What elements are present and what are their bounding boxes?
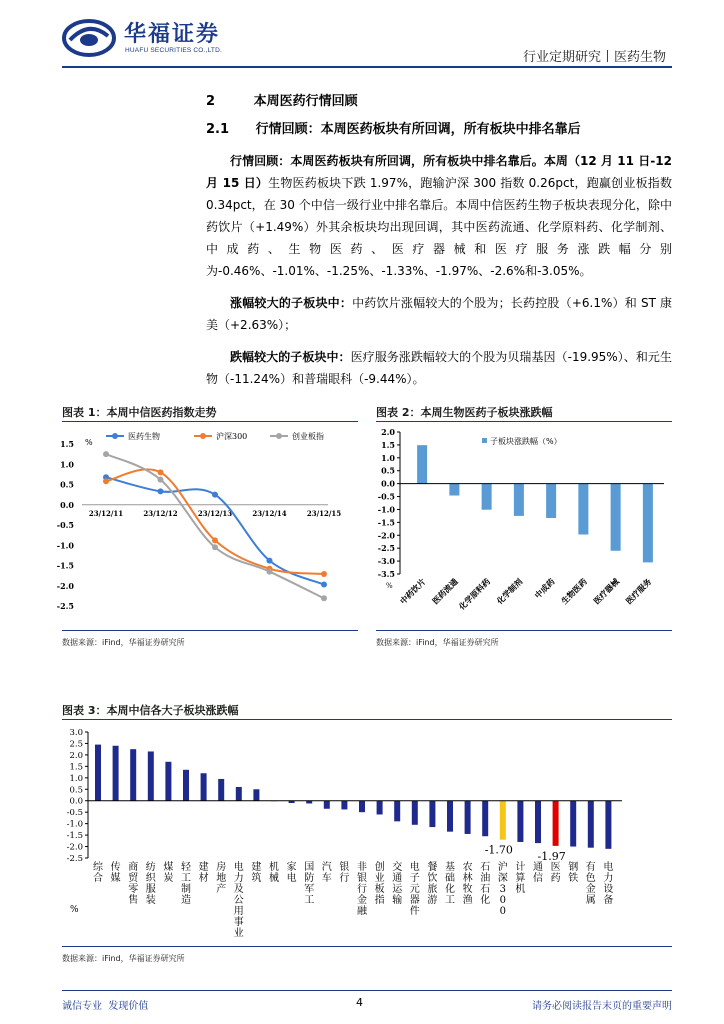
bar bbox=[588, 801, 594, 848]
y-tick-label: 1.5 bbox=[381, 439, 395, 450]
y-tick-label: 2.0 bbox=[69, 750, 83, 761]
section-number: 2 bbox=[206, 94, 216, 109]
x-tick-label: 化学制剂 bbox=[494, 576, 525, 607]
data-point bbox=[158, 477, 164, 483]
x-tick-label: 23/12/14 bbox=[252, 508, 287, 518]
x-tick-label: 化学原料药 bbox=[456, 576, 493, 612]
x-tick-char: 合 bbox=[93, 873, 103, 884]
paragraph-lead: 涨幅较大的子板块中： bbox=[230, 296, 353, 310]
x-tick-label bbox=[463, 860, 473, 906]
x-tick-char: 旅 bbox=[427, 884, 438, 895]
x-tick-char: 械 bbox=[269, 873, 279, 884]
bar bbox=[449, 484, 459, 496]
data-point bbox=[212, 537, 218, 543]
y-tick-label: -0.5 bbox=[66, 808, 83, 819]
y-tick-label: 0.5 bbox=[69, 785, 83, 796]
y-tick-label: 1.5 bbox=[69, 762, 83, 773]
x-tick-char: 行 bbox=[357, 884, 367, 895]
x-tick-label bbox=[515, 860, 525, 895]
series-line bbox=[106, 454, 324, 598]
y-tick-label: -1.5 bbox=[56, 560, 74, 571]
legend-marker bbox=[276, 433, 282, 439]
figure1-rule bbox=[62, 421, 358, 422]
x-tick-char: 贸 bbox=[128, 873, 139, 884]
x-tick-char: 及 bbox=[233, 884, 244, 895]
x-tick-label bbox=[199, 860, 209, 884]
y-tick-label: 1.0 bbox=[69, 773, 83, 784]
x-tick-char: 零 bbox=[128, 884, 139, 895]
x-tick-label bbox=[128, 860, 139, 906]
bar bbox=[429, 801, 435, 827]
bar bbox=[546, 484, 556, 518]
report-type: 行业定期研究丨医药生物 bbox=[522, 50, 666, 65]
y-tick-label: -1.5 bbox=[66, 831, 83, 842]
x-tick-label: 中成药 bbox=[532, 576, 557, 601]
figure2-rule bbox=[376, 421, 672, 422]
y-tick-label: -3.5 bbox=[377, 569, 395, 579]
x-tick-char: 力 bbox=[233, 873, 244, 884]
x-tick-char: 建 bbox=[251, 862, 262, 873]
bar bbox=[412, 801, 418, 825]
x-tick-char: 银 bbox=[357, 873, 367, 884]
paragraph-losers bbox=[206, 346, 672, 390]
x-tick-label bbox=[93, 860, 104, 884]
x-tick-char: 军 bbox=[304, 884, 315, 895]
y-tick-label: -0.5 bbox=[377, 491, 395, 502]
bar bbox=[218, 779, 224, 801]
x-tick-label bbox=[392, 860, 403, 906]
x-tick-char: 装 bbox=[145, 895, 156, 906]
footer-slogan: 诚信专业 发现价值 bbox=[62, 1001, 149, 1012]
x-tick-char: 深 bbox=[497, 873, 508, 884]
x-tick-label: 23/12/11 bbox=[88, 508, 124, 518]
y-tick-label: 2.5 bbox=[69, 739, 83, 750]
figure3-source: 数据来源：iFind，华福证券研究所 bbox=[62, 954, 185, 963]
x-tick-char: 金 bbox=[585, 884, 596, 895]
x-tick-char: 3 bbox=[499, 884, 506, 895]
legend-marker bbox=[200, 433, 206, 439]
figure3-title: 图表 3：本周中信各大子板块涨跌幅 bbox=[62, 704, 239, 717]
x-tick-char: 备 bbox=[603, 895, 614, 906]
x-tick-char: 运 bbox=[392, 884, 403, 895]
bar bbox=[201, 773, 207, 800]
bar bbox=[113, 746, 119, 801]
figure3-bottom-rule bbox=[62, 946, 672, 947]
x-tick-char: 药 bbox=[550, 873, 561, 884]
data-point bbox=[158, 488, 164, 494]
x-tick-char: 饮 bbox=[427, 873, 438, 884]
paragraph-body: 医疗服务涨跌幅较大的个股为贝瑞基因（-19.95%）、和元生物（-11.24%）和普瑞眼科（-9.44%）。 bbox=[206, 350, 672, 386]
bar bbox=[183, 770, 189, 801]
x-tick-char: 商 bbox=[128, 862, 139, 873]
x-tick-label bbox=[339, 860, 349, 884]
bar bbox=[514, 484, 524, 516]
data-label: -1.70 bbox=[484, 843, 513, 857]
legend-label: 创业板指 bbox=[292, 432, 324, 441]
x-tick-label bbox=[410, 860, 420, 917]
y-tick-label: 1.0 bbox=[381, 452, 395, 463]
y-tick-label: 0.0 bbox=[381, 478, 395, 489]
company-name-cn: 华福证券 bbox=[124, 21, 221, 47]
x-tick-char: 传 bbox=[110, 862, 121, 873]
y-tick-label: -2.0 bbox=[56, 580, 74, 591]
y-tick-label: -1.5 bbox=[377, 517, 395, 528]
x-tick-char: 餐 bbox=[427, 862, 438, 873]
x-tick-label bbox=[375, 860, 385, 906]
y-tick-label: 1.0 bbox=[60, 459, 74, 470]
x-tick-char: 电 bbox=[603, 862, 614, 873]
bar bbox=[500, 801, 506, 840]
y-tick-label: -2.0 bbox=[66, 842, 83, 853]
x-tick-label bbox=[603, 860, 613, 906]
x-tick-char: 车 bbox=[321, 873, 332, 884]
bar bbox=[465, 801, 471, 834]
figure3-bar-chart bbox=[62, 722, 672, 944]
x-tick-char: 机 bbox=[515, 884, 526, 895]
bar bbox=[95, 745, 101, 801]
bar bbox=[377, 801, 383, 815]
logo-mark-icon bbox=[62, 18, 116, 58]
bar bbox=[447, 801, 453, 832]
y-tick-label: -2.5 bbox=[66, 854, 83, 864]
y-tick-label: 3.0 bbox=[69, 728, 83, 738]
x-tick-char: 通 bbox=[392, 873, 403, 884]
x-tick-label bbox=[480, 861, 490, 906]
legend-marker bbox=[112, 433, 118, 439]
x-tick-char: 用 bbox=[233, 906, 244, 917]
x-tick-char: 板 bbox=[374, 884, 385, 895]
x-tick-char: 0 bbox=[499, 906, 506, 917]
x-tick-label: 中药饮片 bbox=[397, 576, 428, 607]
y-tick-label: -0.5 bbox=[56, 520, 74, 530]
x-tick-char: 有 bbox=[585, 862, 596, 873]
data-point bbox=[212, 544, 218, 550]
x-tick-label bbox=[427, 860, 437, 906]
x-tick-char: 计 bbox=[515, 862, 526, 873]
figure1-bottom-rule bbox=[62, 630, 358, 631]
data-point bbox=[212, 492, 218, 498]
x-tick-char: 工 bbox=[304, 895, 315, 906]
x-tick-char: 综 bbox=[93, 862, 103, 873]
x-tick-char: 材 bbox=[198, 873, 209, 884]
x-tick-char: 机 bbox=[269, 862, 279, 873]
header-rule bbox=[62, 66, 672, 68]
x-tick-char: 础 bbox=[445, 873, 455, 884]
x-tick-char: 医 bbox=[550, 862, 561, 873]
paragraph-body: 中药饮片涨幅较大的个股为；长药控股（+6.1%）和 ST 康美（+2.63%）； bbox=[206, 296, 672, 332]
bar bbox=[643, 484, 653, 563]
x-tick-char: 家 bbox=[286, 862, 297, 873]
subsection-heading bbox=[206, 118, 581, 137]
y-axis-unit: % bbox=[70, 905, 79, 915]
bar bbox=[482, 801, 488, 837]
x-tick-char: 纺 bbox=[145, 862, 156, 873]
x-tick-label: 医疗器械 bbox=[591, 576, 622, 607]
bar bbox=[236, 787, 242, 801]
section-title: 本周医药行情回顾 bbox=[253, 94, 358, 109]
x-tick-char: 工 bbox=[181, 873, 191, 884]
footer-rule bbox=[62, 990, 672, 991]
x-tick-label bbox=[111, 860, 121, 884]
x-tick-char: 化 bbox=[480, 895, 491, 906]
data-point bbox=[267, 558, 273, 564]
page-number: 4 bbox=[356, 996, 363, 1009]
x-tick-char: 工 bbox=[445, 895, 455, 906]
x-tick-label bbox=[251, 860, 261, 884]
x-tick-label bbox=[269, 860, 279, 884]
x-tick-label bbox=[163, 860, 173, 884]
bar bbox=[253, 789, 259, 800]
x-tick-char: 游 bbox=[427, 895, 438, 906]
x-tick-label bbox=[445, 860, 455, 906]
x-tick-char: 器 bbox=[409, 895, 420, 906]
x-tick-char: 渔 bbox=[462, 895, 473, 906]
x-tick-char: 服 bbox=[145, 884, 156, 895]
x-tick-label: 生物医药 bbox=[559, 576, 589, 607]
company-logo bbox=[62, 18, 242, 58]
bar bbox=[324, 801, 330, 809]
figure3-rule bbox=[62, 719, 672, 720]
x-tick-label: 医疗服务 bbox=[623, 576, 654, 607]
y-tick-label: 0.5 bbox=[381, 465, 395, 476]
x-tick-char: 子 bbox=[409, 873, 420, 884]
figure1-title: 图表 1：本周中信医药指数走势 bbox=[62, 406, 217, 419]
paragraph-gainers bbox=[206, 292, 672, 336]
bar bbox=[394, 801, 400, 822]
x-tick-char: 信 bbox=[533, 873, 543, 884]
x-tick-char: 算 bbox=[515, 873, 526, 884]
bar bbox=[130, 749, 136, 801]
series-line bbox=[106, 469, 324, 574]
x-tick-char: 轻 bbox=[181, 862, 191, 873]
data-point bbox=[103, 451, 109, 457]
x-tick-label bbox=[498, 860, 508, 917]
bar bbox=[341, 801, 347, 810]
x-tick-label bbox=[586, 860, 596, 906]
data-point bbox=[267, 569, 273, 575]
x-tick-char: 设 bbox=[603, 884, 614, 895]
x-tick-char: 炭 bbox=[163, 873, 174, 884]
x-tick-char: 金 bbox=[357, 895, 367, 906]
x-tick-char: 沪 bbox=[497, 862, 508, 873]
x-tick-char: 建 bbox=[198, 862, 209, 873]
x-tick-label: 23/12/12 bbox=[143, 508, 178, 518]
x-tick-label bbox=[551, 861, 561, 884]
x-tick-char: 非 bbox=[357, 862, 367, 873]
y-tick-label: -2.0 bbox=[377, 530, 395, 541]
x-tick-char: 电 bbox=[409, 862, 420, 873]
bar bbox=[611, 484, 621, 551]
legend-swatch bbox=[482, 438, 487, 443]
bar bbox=[578, 484, 588, 535]
figure1-line-chart bbox=[56, 426, 358, 626]
x-tick-char: 业 bbox=[374, 873, 385, 884]
x-tick-char: 售 bbox=[128, 895, 139, 906]
x-tick-char: 银 bbox=[339, 862, 350, 873]
y-tick-label: -1.0 bbox=[66, 819, 83, 830]
x-tick-char: 业 bbox=[233, 928, 244, 939]
x-tick-char: 交 bbox=[392, 862, 403, 873]
x-tick-char: 石 bbox=[480, 862, 491, 873]
x-tick-char: 件 bbox=[409, 906, 420, 917]
y-tick-label: 0.0 bbox=[69, 796, 83, 807]
x-tick-char: 造 bbox=[181, 895, 191, 906]
x-tick-char: 媒 bbox=[110, 873, 121, 884]
x-tick-char: 公 bbox=[233, 895, 244, 906]
legend-label: 医药生物 bbox=[128, 432, 160, 441]
data-point bbox=[158, 469, 164, 475]
paragraph-lead: 跌幅较大的子板块中： bbox=[230, 350, 351, 364]
x-tick-label bbox=[304, 861, 314, 906]
figure2-title: 图表 2：本周生物医药子板块涨跌幅 bbox=[376, 406, 553, 419]
y-tick-label: -2.5 bbox=[56, 601, 74, 611]
x-tick-char: 属 bbox=[585, 895, 596, 906]
x-tick-char: 化 bbox=[445, 884, 455, 895]
x-tick-char: 钢 bbox=[568, 862, 579, 873]
x-tick-char: 牧 bbox=[462, 884, 473, 895]
x-tick-char: 煤 bbox=[163, 862, 174, 873]
data-point bbox=[321, 595, 327, 601]
figure2-bar-chart bbox=[376, 424, 672, 628]
x-tick-char: 创 bbox=[374, 862, 385, 873]
x-tick-char: 制 bbox=[181, 884, 191, 895]
x-tick-char: 力 bbox=[603, 873, 614, 884]
x-tick-char: 农 bbox=[462, 862, 473, 873]
x-tick-char: 元 bbox=[409, 884, 420, 895]
bar bbox=[517, 801, 523, 842]
section-heading bbox=[206, 90, 358, 109]
x-tick-char: 融 bbox=[357, 906, 367, 917]
bar bbox=[605, 801, 611, 849]
figure1-source: 数据来源：iFind，华福证券研究所 bbox=[62, 638, 185, 647]
paragraph-lead: 行情回顾：本周医药板块有所回调，所有板块中排名靠后。本周（12 月 11 日-12 月 15 日） bbox=[206, 154, 672, 190]
x-tick-label: 医药流通 bbox=[430, 576, 460, 607]
x-tick-label bbox=[234, 860, 244, 939]
x-tick-label bbox=[181, 861, 192, 906]
x-tick-char: 房 bbox=[216, 862, 227, 873]
x-tick-label bbox=[357, 860, 368, 917]
y-tick-label: -1.0 bbox=[56, 540, 74, 551]
bar bbox=[165, 762, 171, 801]
x-tick-label: 23/12/13 bbox=[197, 508, 233, 518]
x-tick-label bbox=[533, 861, 543, 884]
x-tick-char: 油 bbox=[480, 873, 491, 884]
subsection-number: 2.1 bbox=[206, 122, 230, 137]
bar bbox=[482, 484, 492, 510]
x-tick-label: 23/12/15 bbox=[306, 508, 342, 518]
x-tick-label bbox=[216, 860, 226, 895]
x-tick-char: 指 bbox=[374, 895, 385, 906]
figure2-bottom-rule bbox=[376, 630, 672, 631]
paragraph-market-review bbox=[206, 150, 672, 282]
bar bbox=[148, 751, 154, 800]
data-point bbox=[321, 571, 327, 577]
company-name-en: HUAFU SECURITIES CO.,LTD. bbox=[125, 47, 222, 54]
y-tick-label: -3.0 bbox=[377, 556, 395, 567]
x-tick-char: 事 bbox=[233, 917, 244, 928]
bar bbox=[417, 445, 427, 483]
x-tick-char: 电 bbox=[233, 862, 244, 873]
bar bbox=[359, 801, 365, 812]
x-tick-label bbox=[568, 860, 578, 884]
bar bbox=[553, 801, 559, 846]
bar bbox=[535, 801, 541, 843]
data-point bbox=[103, 478, 109, 484]
y-tick-label: 0.5 bbox=[60, 479, 74, 490]
legend-label: 沪深300 bbox=[216, 432, 248, 441]
x-tick-char: 防 bbox=[304, 873, 315, 884]
x-tick-char: 地 bbox=[216, 873, 227, 884]
x-tick-char: 基 bbox=[445, 862, 455, 873]
y-tick-label: -2.5 bbox=[377, 543, 395, 554]
data-label: -1.97 bbox=[537, 849, 566, 863]
x-tick-char: 色 bbox=[585, 873, 596, 884]
y-axis-unit: % bbox=[386, 582, 393, 590]
x-tick-char: 0 bbox=[499, 895, 506, 906]
y-tick-label: -1.0 bbox=[377, 504, 395, 515]
x-tick-char: 电 bbox=[286, 873, 297, 884]
x-tick-label bbox=[287, 861, 297, 884]
data-point bbox=[321, 582, 327, 588]
x-tick-char: 输 bbox=[392, 895, 403, 906]
y-tick-label: 1.5 bbox=[60, 439, 74, 449]
footer-disclaimer: 请务必阅读报告末页的重要声明 bbox=[532, 1001, 672, 1012]
subsection-title: 行情回顾：本周医药板块有所回调，所有板块中排名靠后 bbox=[255, 122, 581, 137]
x-tick-char: 行 bbox=[339, 873, 350, 884]
bar bbox=[570, 801, 576, 847]
x-tick-char: 产 bbox=[216, 884, 227, 895]
x-tick-char: 林 bbox=[462, 873, 473, 884]
x-tick-char: 筑 bbox=[251, 873, 262, 884]
x-tick-label bbox=[146, 860, 157, 906]
y-axis-unit: % bbox=[85, 438, 93, 447]
x-tick-char: 铁 bbox=[568, 873, 579, 884]
paragraph-body: 生物医药板块下跌 1.97%，跑输沪深 300 指数 0.26pct，跑赢创业板指数 0.34pct，在 30 个中信一级行业中排名靠后。本周中信医药生物子板块表现分化，除中药饮片（+1.49%）外其余板块均出现回调，其中医药流通、化学原料药、化学制剂、中成药、生物医药、医疗器械和医疗服务涨跌幅分别为-0.46%、-1.01%、-1.25%、-1.33%、-1.97%、-2.6%和-3.05%。 bbox=[206, 176, 672, 278]
x-tick-char: 石 bbox=[480, 884, 491, 895]
x-tick-label bbox=[322, 861, 332, 884]
legend-label: 子板块涨跌幅（%） bbox=[490, 437, 562, 446]
figure2-source: 数据来源：iFind，华福证券研究所 bbox=[376, 638, 499, 647]
x-tick-char: 织 bbox=[145, 873, 156, 884]
x-tick-char: 通 bbox=[533, 862, 543, 873]
x-tick-char: 汽 bbox=[321, 862, 332, 873]
y-tick-label: 0.0 bbox=[60, 499, 74, 510]
y-tick-label: 2.0 bbox=[381, 427, 395, 437]
x-tick-char: 国 bbox=[304, 862, 315, 873]
